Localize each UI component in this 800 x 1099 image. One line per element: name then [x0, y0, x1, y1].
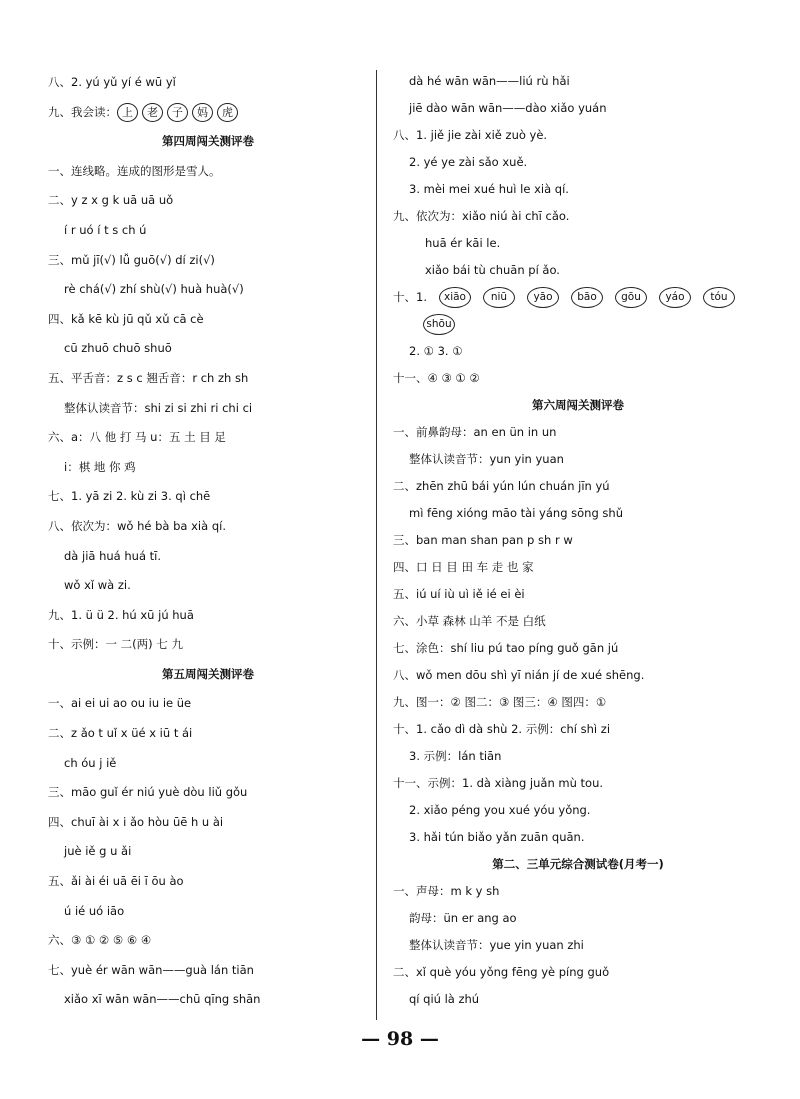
oval-row	[393, 284, 763, 311]
answer-line: 八、依次为：wǒ hé bà ba xià qí.	[48, 518, 226, 533]
answer-line: jiē dào wān wān——dào xiǎo yuán	[409, 101, 607, 115]
circled-char: 妈	[192, 103, 213, 122]
circled-char: 老	[142, 103, 163, 122]
answer-line: mì fēng xióng māo tài yáng sōng shǔ	[409, 506, 623, 520]
page-number: — 98 —	[361, 1028, 439, 1050]
answer-line: 2. ① 3. ①	[409, 344, 463, 358]
answer-line: 四、口 日 目 田 车 走 也 家	[393, 560, 534, 574]
circled-syllable: gōu	[615, 287, 647, 308]
answer-line: 一、前鼻韵母：an en ün in un	[393, 425, 557, 439]
section-title: 第六周闯关测评卷	[532, 398, 624, 412]
answer-line: 十、1. cǎo dì dà shù 2. 示例：chí shì zi	[393, 722, 611, 736]
answer-line: 九、图一：② 图二：③ 图三：④ 图四：①	[393, 695, 607, 709]
answer-line: rè chá(√) zhí shù(√) huà huà(√)	[64, 282, 244, 297]
answer-line: 一、ai ei ui ao ou iu ie üe	[48, 696, 192, 711]
circled-char: 子	[167, 103, 188, 122]
circled-syllable: yāo	[527, 287, 559, 308]
answer-line: 3. mèi mei xué huì le xià qí.	[409, 182, 569, 196]
column-divider	[376, 70, 377, 1020]
answer-line: 二、xǐ què yóu yǒng fēng yè píng guǒ	[393, 965, 610, 979]
answer-line: 六、a：八 他 打 马 u：五 土 目 足	[48, 430, 226, 445]
left-column	[48, 68, 368, 1015]
section-title: 第五周闯关测评卷	[162, 666, 254, 681]
answer-line: 八、wǒ men dōu shì yī nián jí de xué shēng.	[393, 668, 645, 682]
answer-line: 3. 示例：lán tiān	[409, 749, 502, 763]
answer-line: 整体认读音节：yue yin yuan zhi	[409, 938, 584, 952]
answer-line: 五、iú uí iù uì iě ié ei èi	[393, 587, 525, 601]
circled-syllable: xiāo	[439, 287, 471, 308]
circled-syllable: tóu	[703, 287, 735, 308]
section-title: 第二、三单元综合测试卷(月考一)	[492, 857, 664, 871]
answer-line: 一、连线略。连成的图形是雪人。	[48, 163, 221, 178]
answer-line: huā ér kāi le.	[425, 236, 501, 250]
answer-line: 二、zhēn zhū bái yún lún chuán jīn yú	[393, 479, 610, 493]
answer-line: 二、y z x g k uā uā uǒ	[48, 193, 174, 208]
oval-label: 十、1.	[393, 290, 427, 304]
answer-line: 七、yuè ér wān wān——guà lán tiān	[48, 962, 254, 977]
answer-line: 三、mǔ jī(√) lǚ guō(√) dí zi(√)	[48, 252, 215, 267]
answer-line: 九、依次为：xiǎo niú ài chī cǎo.	[393, 209, 570, 223]
answer-line: 六、③ ① ② ⑤ ⑥ ④	[48, 933, 152, 948]
answer-line: ú ié uó iāo	[64, 903, 125, 918]
circled-syllable: bāo	[571, 287, 603, 308]
answer-line: 2. xiǎo péng you xué yóu yǒng.	[409, 803, 591, 817]
answer-line: í r uó í t s ch ú	[64, 222, 147, 237]
answer-line: 一、声母：m k y sh	[393, 884, 500, 898]
answer-line: 八、2. yú yǔ yí é wū yǐ	[48, 75, 176, 89]
answer-line: 七、涂色：shí liu pú tao píng guǒ gān jú	[393, 641, 619, 655]
answer-line: dà hé wān wān——liú rù hǎi	[409, 74, 570, 88]
answer-line: 十一、④ ③ ① ②	[393, 371, 480, 385]
answer-line: wǒ xǐ wà zi.	[64, 578, 131, 593]
answer-line: 十、示例：一 二(两) 七 九	[48, 637, 183, 652]
answer-line: 九、1. ü ü 2. hú xū jú huā	[48, 607, 194, 622]
answer-line: xiǎo xī wān wān——chū qīng shān	[64, 992, 261, 1007]
answer-line: i：棋 地 你 鸡	[64, 459, 136, 474]
reading-row	[48, 98, 368, 128]
answer-line: 四、kǎ kē kù jū qǔ xǔ cā cè	[48, 311, 204, 326]
section-title: 第四周闯关测评卷	[162, 134, 254, 149]
answer-line: 十一、示例：1. dà xiàng juǎn mù tou.	[393, 776, 604, 790]
answer-line: cū zhuō chuō shuō	[64, 341, 172, 356]
reading-label: 九、我会读：	[48, 104, 117, 119]
circled-char: 虎	[217, 103, 238, 122]
oval-row	[393, 311, 763, 338]
answer-line: 韵母：ün er ang ao	[409, 911, 517, 925]
circled-char: 上	[117, 103, 138, 122]
answer-line: 三、māo guǐ ér niú yuè dòu liǔ gǒu	[48, 785, 248, 800]
circled-syllable: shōu	[423, 314, 455, 335]
answer-line: 2. yé ye zài sǎo xuě.	[409, 155, 528, 169]
answer-line: 3. hǎi tún biǎo yǎn zuān quān.	[409, 830, 585, 844]
answer-line: 整体认读音节：shi zi si zhi ri chi ci	[64, 400, 253, 415]
answer-line: 五、平舌音：z s c 翘舌音：r ch zh sh	[48, 370, 249, 385]
answer-line: 整体认读音节：yun yin yuan	[409, 452, 564, 466]
right-column	[393, 68, 763, 1013]
answer-line: 八、1. jiě jie zài xiě zuò yè.	[393, 128, 548, 142]
answer-line: ch óu j iě	[64, 755, 117, 770]
answer-line: 六、小草 森林 山羊 不是 白纸	[393, 614, 546, 628]
answer-line: juè iě g u ǎi	[64, 844, 132, 859]
answer-line: 七、1. yā zi 2. kù zi 3. qì chē	[48, 489, 211, 504]
circled-syllable: niū	[483, 287, 515, 308]
answer-line: dà jiā huá huá tī.	[64, 548, 162, 563]
answer-line: 四、chuī ài x i ǎo hòu ūē h u ài	[48, 814, 224, 829]
circled-syllable: yáo	[659, 287, 691, 308]
answer-line: 三、ban man shan pan p sh r w	[393, 533, 573, 547]
answer-line: xiǎo bái tù chuān pí ǎo.	[425, 263, 560, 277]
answer-line: 二、z ǎo t uǐ x üé x iū t ái	[48, 726, 193, 741]
answer-line: 五、ǎi ài éi uā ēi ī ōu ào	[48, 874, 184, 889]
answer-line: qí qiú là zhú	[409, 992, 480, 1006]
